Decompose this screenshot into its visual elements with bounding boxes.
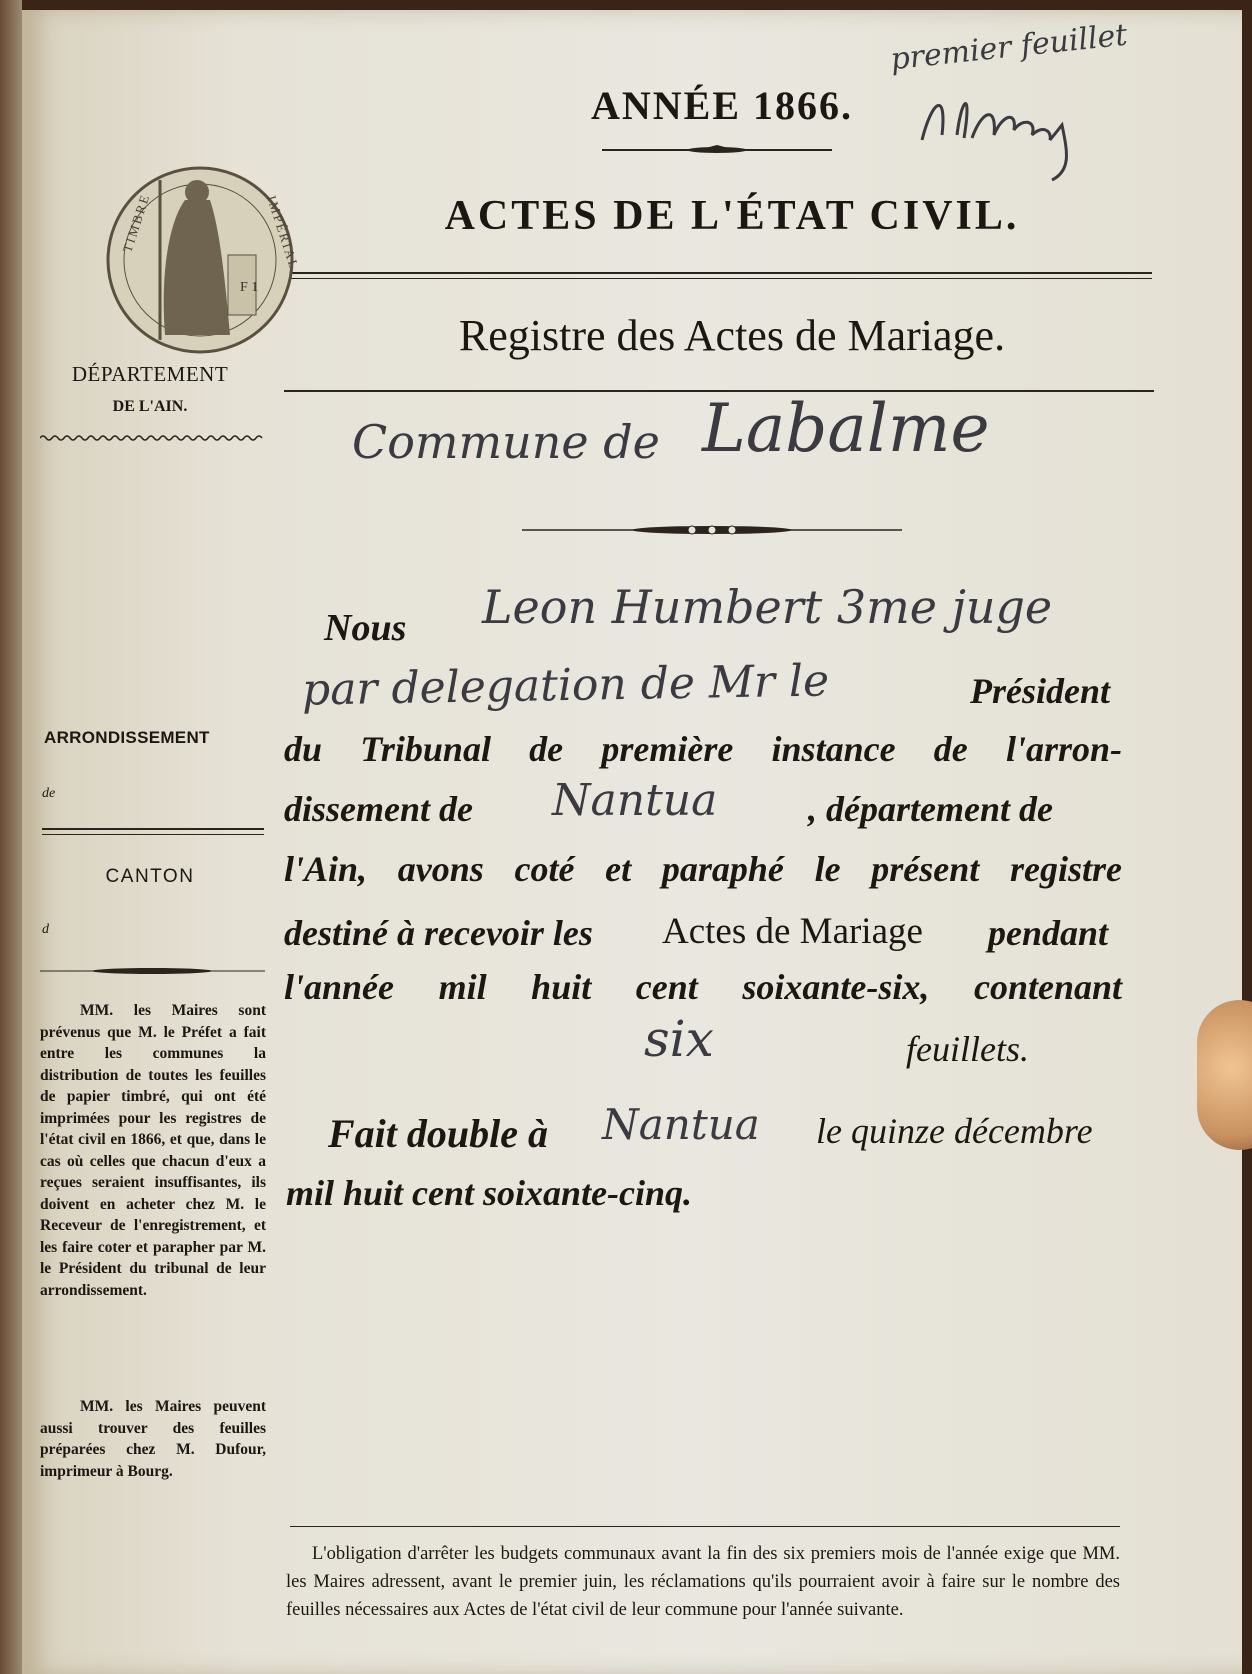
sidebar-rule-a xyxy=(42,828,264,830)
body-line-mil: mil huit cent soixante-cinq. xyxy=(286,1173,693,1213)
sidebar-arrondissement-de: de xyxy=(42,786,56,801)
sidebar-rule-b xyxy=(42,834,264,835)
margin-note-premier-feuillet: premier feuillet xyxy=(888,17,1129,78)
stamp-text-left: TIMBRE xyxy=(119,191,153,255)
sidebar-note-maires: MM. les Maires sont prévenus que M. le Préfet a fait entre les communes la distribution de toutes les feuilles de papier timbré, qui ont été imprimées pour les registres de l'état civil en 1866, et que, dans le cas où celles que chacun d'eux a reçues seraient insuffisantes, ils doivent en acheter chez M. le Receveur de l'enregistrement, et les faire coter et parapher par M. le Président du tribunal de leur arrondissement. xyxy=(40,1002,266,1299)
footer-note: L'obligation d'arrêter les budgets communaux avant la fin des six premiers mois de l'année exige que MM. les Maires adressent, avant le premier juin, les réclamations qu'ils pourraient avoir à faire sur le nombre des feuilles nécessaires aux Actes de l'état civil de leur commune pour l'année suivante. xyxy=(286,1544,1120,1620)
stamp-center-text: F 1 xyxy=(240,280,259,295)
title-rule-a xyxy=(282,272,1152,274)
handwritten-arrondissement: Nantua xyxy=(552,775,718,826)
register-title: Registre des Actes de Mariage. xyxy=(458,311,1006,360)
sidebar-ornamental-rule xyxy=(40,965,265,977)
main-title: ACTES DE L'ÉTAT CIVIL. xyxy=(444,193,1020,239)
body-dissement-de: dissement de xyxy=(284,789,473,829)
body-nous: Nous xyxy=(324,607,407,649)
body-president: Président xyxy=(970,671,1110,711)
sidebar-departement: DÉPARTEMENT xyxy=(71,362,229,386)
year-title: ANNÉE 1866. xyxy=(590,83,854,128)
commune-label: Commune de xyxy=(352,415,660,469)
body-line-ain: l'Ain, avons coté et paraphé le présent registre xyxy=(284,849,1122,889)
commune-name-handwritten: Labalme xyxy=(702,390,990,467)
body-line-annee: l'année mil huit cent soixante-six, contenant xyxy=(284,967,1122,1007)
sidebar-canton-d: d xyxy=(42,922,49,937)
footer-rule xyxy=(290,1526,1120,1527)
handwritten-judge-name: Leon Humbert 3me juge xyxy=(482,580,1053,634)
body-destine: destiné à recevoir les xyxy=(284,913,593,953)
stamp-text-right: IMPÉRIAL xyxy=(264,193,303,272)
body-line-tribunal: du Tribunal de première instance de l'arron- xyxy=(284,729,1122,769)
body-feuillets: feuillets. xyxy=(906,1029,1029,1069)
sidebar-arrondissement: ARRONDISSEMENT xyxy=(44,728,210,747)
imperial-stamp xyxy=(100,160,303,360)
handwritten-nombre-feuillets: six xyxy=(644,1010,714,1068)
sidebar-note-dufour: MM. les Maires peuvent aussi trouver des feuilles préparées chez M. Dufour, imprimeur à Bourg. xyxy=(40,1398,266,1480)
sidebar-canton: CANTON xyxy=(105,866,195,887)
ornamental-rule-1 xyxy=(602,144,832,156)
body-pendant: pendant xyxy=(988,913,1109,953)
sidebar-departement-name: DE L'AIN. xyxy=(112,398,188,415)
book-spine xyxy=(0,0,22,1674)
handwritten-delegation: par delegation de Mr le xyxy=(301,655,830,716)
handwritten-lieu: Nantua xyxy=(602,1100,760,1149)
body-departement-de: , département de xyxy=(808,789,1053,829)
ornamental-rule-2 xyxy=(522,523,902,537)
register-page xyxy=(22,10,1242,1674)
sidebar-wavy-rule-1 xyxy=(40,434,265,442)
body-le-quinze: le quinze décembre xyxy=(816,1111,1093,1151)
body-fait-double: Fait double à xyxy=(328,1111,549,1156)
thumb-finger xyxy=(1197,1000,1252,1150)
title-rule-b xyxy=(282,278,1152,279)
body-actes-mariage: Actes de Mariage xyxy=(662,911,923,952)
